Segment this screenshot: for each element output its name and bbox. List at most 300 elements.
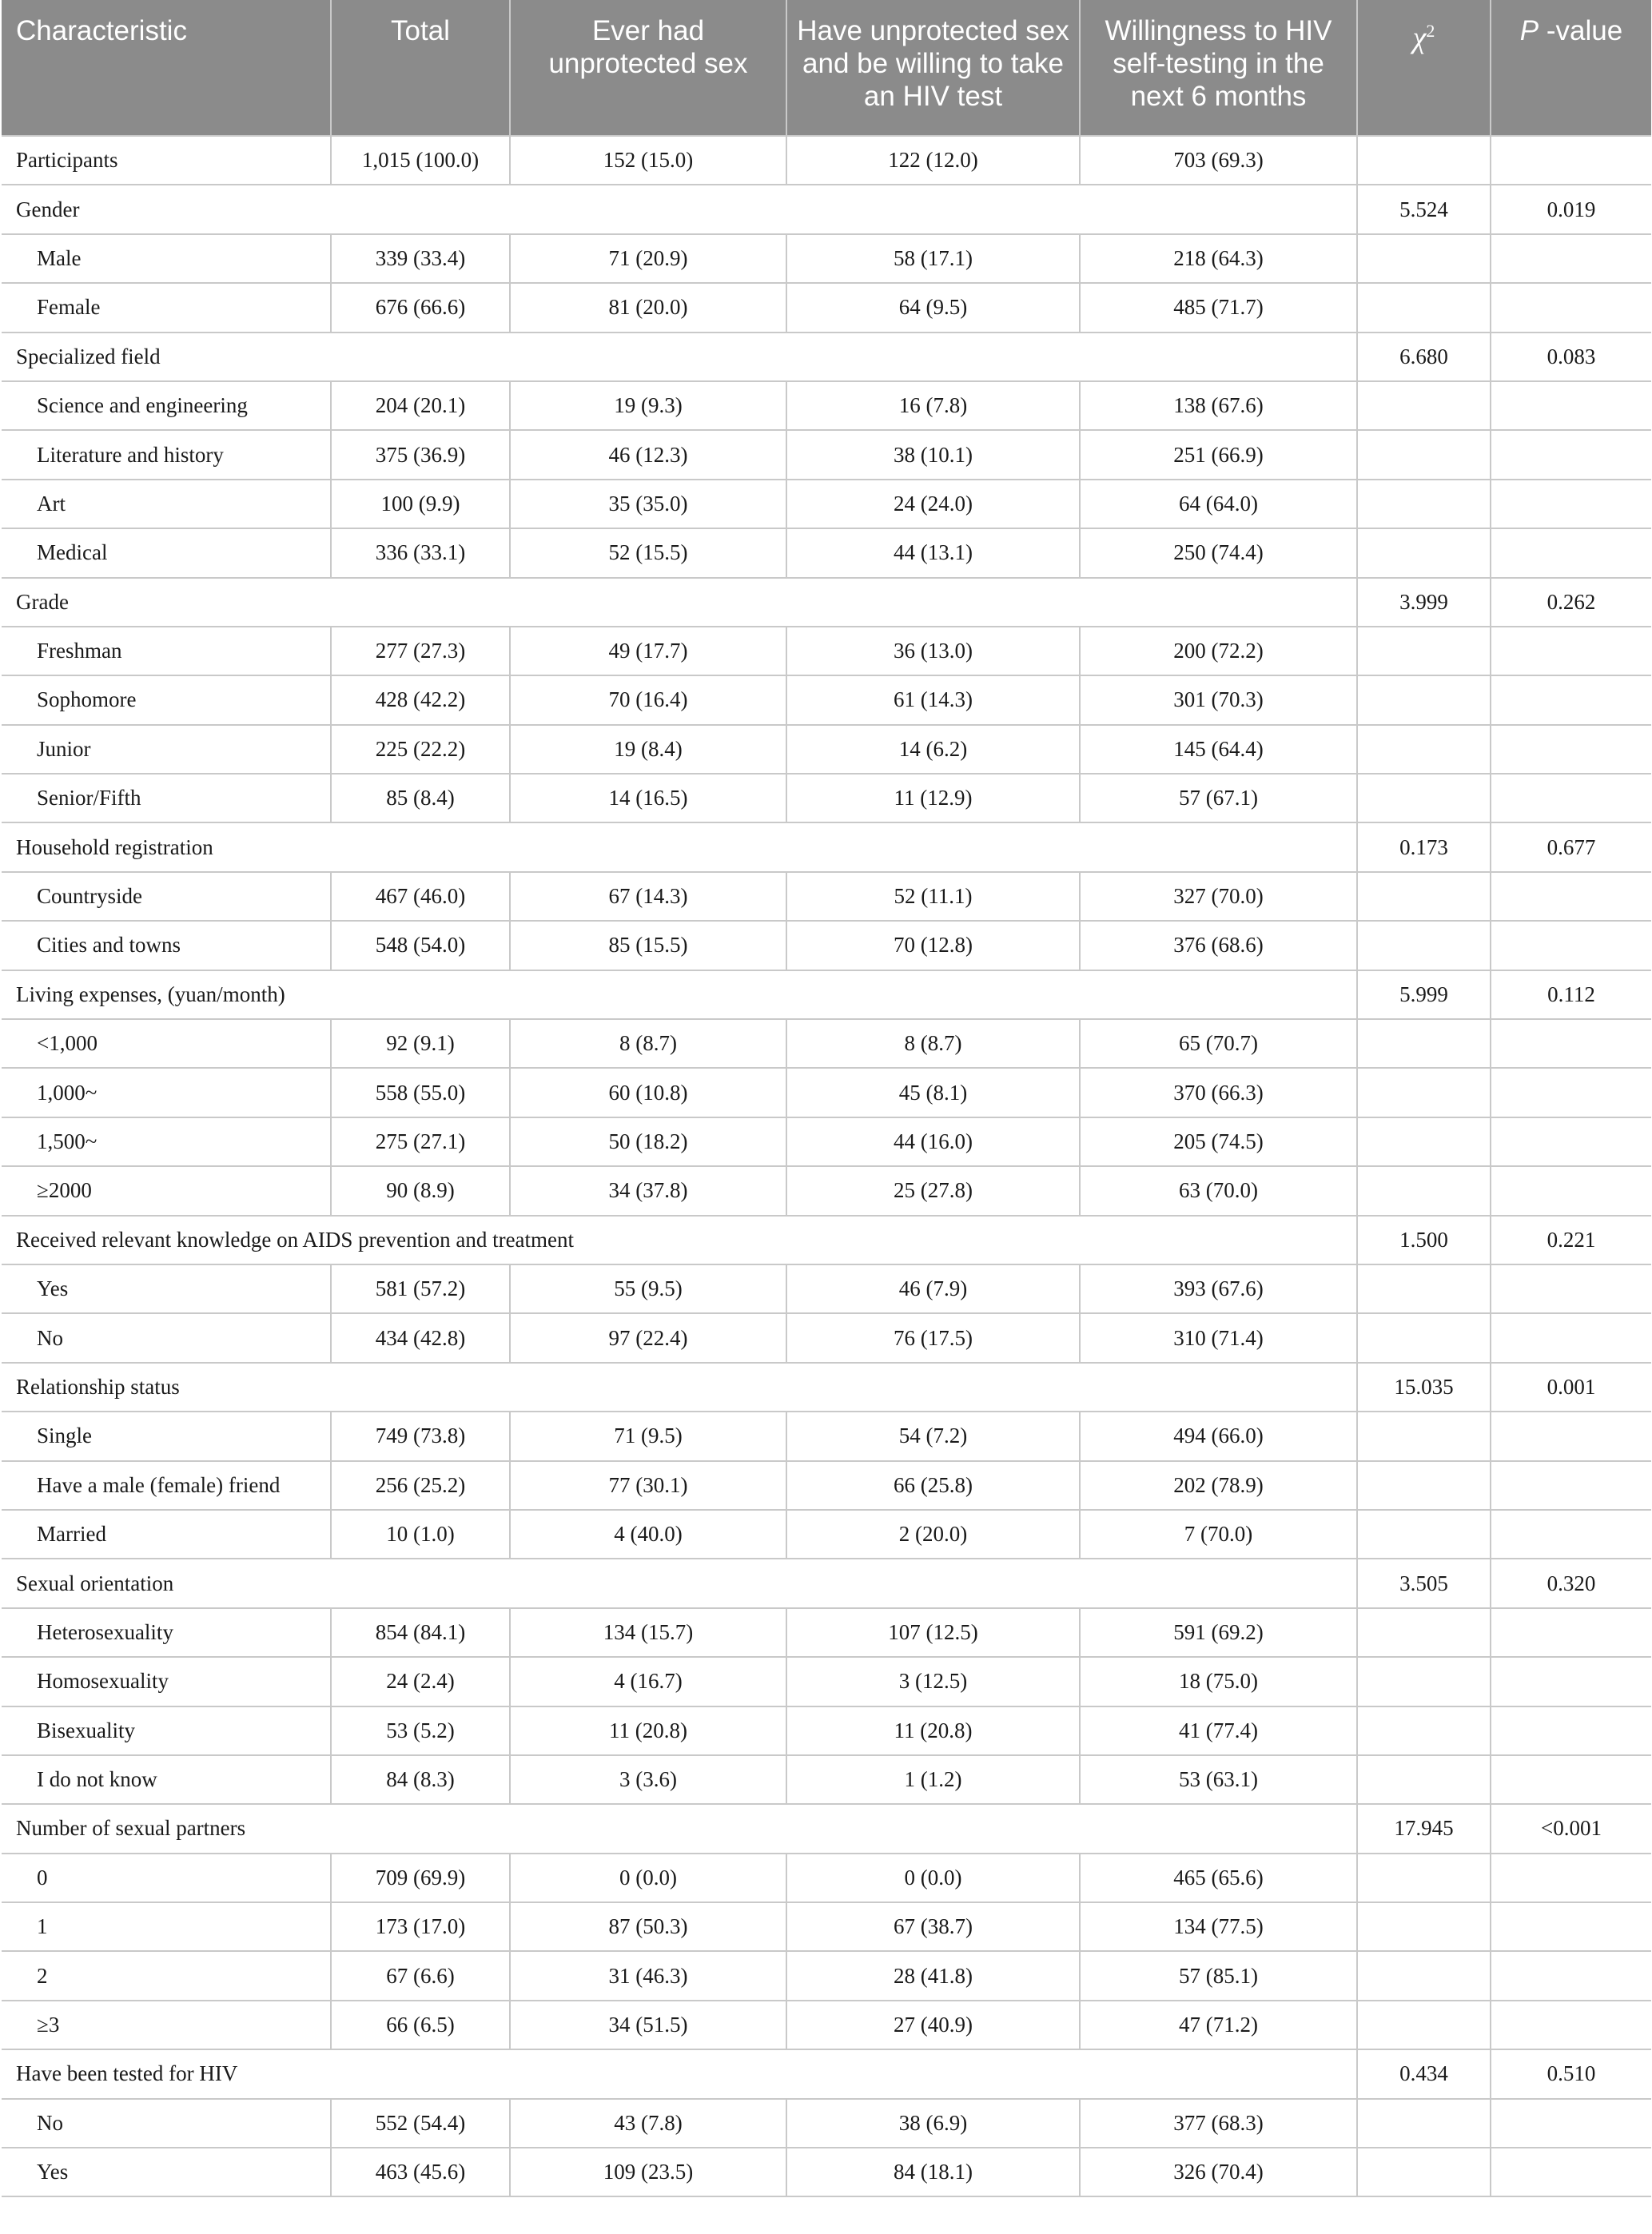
header-chi-square bbox=[1357, 0, 1491, 136]
cell-p-value bbox=[1491, 430, 1651, 479]
cell-chi-square bbox=[1357, 1706, 1491, 1755]
cell-p-value bbox=[1491, 1657, 1651, 1706]
cell-unprotected-willing: 58 (17.1) bbox=[786, 234, 1080, 283]
category-header-row bbox=[2, 822, 1651, 871]
cell-willingness: 376 (68.6) bbox=[1080, 921, 1357, 970]
table-row bbox=[2, 1313, 1651, 1362]
cell-total: 66 (6.5) bbox=[331, 2001, 510, 2049]
p-letter: P bbox=[1519, 15, 1539, 46]
cell-ever-unprotected: 11 (20.8) bbox=[510, 1706, 786, 1755]
row-label: Sophomore bbox=[2, 675, 331, 724]
cell-ever-unprotected: 134 (15.7) bbox=[510, 1608, 786, 1657]
cell-unprotected-willing: 27 (40.9) bbox=[786, 2001, 1080, 2049]
category-header-row bbox=[2, 2049, 1651, 2098]
cell-unprotected-willing: 67 (38.7) bbox=[786, 1902, 1080, 1951]
cell-total: 84 (8.3) bbox=[331, 1755, 510, 1804]
category-label: Sexual orientation bbox=[2, 1559, 1357, 1607]
cell-ever-unprotected: 8 (8.7) bbox=[510, 1019, 786, 1068]
cell-unprotected-willing: 122 (12.0) bbox=[786, 136, 1080, 185]
cell-chi-square bbox=[1357, 1019, 1491, 1068]
table-row bbox=[2, 1608, 1651, 1657]
cell-chi-square bbox=[1357, 1510, 1491, 1559]
table-row bbox=[2, 234, 1651, 283]
cell-ever-unprotected: 34 (51.5) bbox=[510, 2001, 786, 2049]
cell-ever-unprotected: 81 (20.0) bbox=[510, 283, 786, 332]
cell-chi-square: 3.999 bbox=[1357, 578, 1491, 627]
cell-ever-unprotected: 43 (7.8) bbox=[510, 2099, 786, 2148]
row-label: Single bbox=[2, 1412, 331, 1460]
category-header-row bbox=[2, 1363, 1651, 1412]
cell-p-value bbox=[1491, 528, 1651, 577]
cell-p-value bbox=[1491, 1461, 1651, 1510]
category-label: Grade bbox=[2, 578, 1357, 627]
row-label: <1,000 bbox=[2, 1019, 331, 1068]
cell-willingness: 63 (70.0) bbox=[1080, 1166, 1357, 1215]
cell-chi-square bbox=[1357, 381, 1491, 430]
cell-total: 854 (84.1) bbox=[331, 1608, 510, 1657]
table-row bbox=[2, 1166, 1651, 1215]
cell-willingness: 591 (69.2) bbox=[1080, 1608, 1357, 1657]
cell-chi-square bbox=[1357, 430, 1491, 479]
cell-ever-unprotected: 55 (9.5) bbox=[510, 1264, 786, 1313]
cell-chi-square bbox=[1357, 1264, 1491, 1313]
cell-willingness: 18 (75.0) bbox=[1080, 1657, 1357, 1706]
row-label: Male bbox=[2, 234, 331, 283]
cell-p-value bbox=[1491, 2099, 1651, 2148]
cell-unprotected-willing: 64 (9.5) bbox=[786, 283, 1080, 332]
cell-willingness: 377 (68.3) bbox=[1080, 2099, 1357, 2148]
cell-total: 434 (42.8) bbox=[331, 1313, 510, 1362]
table-row bbox=[2, 774, 1651, 822]
table-row bbox=[2, 430, 1651, 479]
table-row bbox=[2, 1951, 1651, 2000]
category-label: Living expenses, (yuan/month) bbox=[2, 970, 1357, 1019]
cell-ever-unprotected: 71 (20.9) bbox=[510, 234, 786, 283]
cell-total: 339 (33.4) bbox=[331, 234, 510, 283]
cell-ever-unprotected: 109 (23.5) bbox=[510, 2148, 786, 2196]
cell-total: 428 (42.2) bbox=[331, 675, 510, 724]
table-row bbox=[2, 1019, 1651, 1068]
cell-unprotected-willing: 52 (11.1) bbox=[786, 872, 1080, 921]
cell-chi-square: 17.945 bbox=[1357, 1804, 1491, 1853]
row-label: ≥3 bbox=[2, 2001, 331, 2049]
cell-total: 375 (36.9) bbox=[331, 430, 510, 479]
cell-ever-unprotected: 60 (10.8) bbox=[510, 1068, 786, 1117]
cell-p-value bbox=[1491, 480, 1651, 528]
row-label: Heterosexuality bbox=[2, 1608, 331, 1657]
table-row bbox=[2, 480, 1651, 528]
cell-p-value bbox=[1491, 1412, 1651, 1460]
row-label: Freshman bbox=[2, 627, 331, 675]
cell-chi-square: 0.173 bbox=[1357, 822, 1491, 871]
cell-unprotected-willing: 76 (17.5) bbox=[786, 1313, 1080, 1362]
cell-willingness: 250 (74.4) bbox=[1080, 528, 1357, 577]
cell-p-value bbox=[1491, 774, 1651, 822]
category-label: Specialized field bbox=[2, 333, 1357, 381]
cell-total: 709 (69.9) bbox=[331, 1854, 510, 1902]
row-label: Cities and towns bbox=[2, 921, 331, 970]
table-row bbox=[2, 872, 1651, 921]
cell-chi-square bbox=[1357, 675, 1491, 724]
row-label: I do not know bbox=[2, 1755, 331, 1804]
table-container bbox=[2, 0, 1651, 2197]
row-label: Medical bbox=[2, 528, 331, 577]
cell-willingness: 485 (71.7) bbox=[1080, 283, 1357, 332]
cell-ever-unprotected: 87 (50.3) bbox=[510, 1902, 786, 1951]
cell-chi-square bbox=[1357, 1657, 1491, 1706]
table-header bbox=[2, 0, 1651, 136]
cell-p-value: <0.001 bbox=[1491, 1804, 1651, 1853]
cell-p-value: 0.677 bbox=[1491, 822, 1651, 871]
cell-unprotected-willing: 3 (12.5) bbox=[786, 1657, 1080, 1706]
cell-p-value: 0.320 bbox=[1491, 1559, 1651, 1607]
cell-total: 67 (6.6) bbox=[331, 1951, 510, 2000]
cell-chi-square bbox=[1357, 2001, 1491, 2049]
category-label: Relationship status bbox=[2, 1363, 1357, 1412]
cell-p-value bbox=[1491, 1166, 1651, 1215]
category-header-row bbox=[2, 1804, 1651, 1853]
table-row bbox=[2, 1117, 1651, 1166]
cell-willingness: 200 (72.2) bbox=[1080, 627, 1357, 675]
cell-unprotected-willing: 36 (13.0) bbox=[786, 627, 1080, 675]
cell-p-value bbox=[1491, 1313, 1651, 1362]
cell-total: 173 (17.0) bbox=[331, 1902, 510, 1951]
cell-p-value bbox=[1491, 1854, 1651, 1902]
cell-chi-square bbox=[1357, 1854, 1491, 1902]
cell-total: 225 (22.2) bbox=[331, 725, 510, 774]
row-label: Literature and history bbox=[2, 430, 331, 479]
chi-symbol: χ bbox=[1412, 21, 1427, 55]
cell-total: 10 (1.0) bbox=[331, 1510, 510, 1559]
cell-total: 581 (57.2) bbox=[331, 1264, 510, 1313]
cell-chi-square: 1.500 bbox=[1357, 1216, 1491, 1264]
row-label: No bbox=[2, 1313, 331, 1362]
table-row bbox=[2, 1854, 1651, 1902]
cell-unprotected-willing: 70 (12.8) bbox=[786, 921, 1080, 970]
cell-unprotected-willing: 28 (41.8) bbox=[786, 1951, 1080, 2000]
cell-chi-square bbox=[1357, 1166, 1491, 1215]
cell-willingness: 53 (63.1) bbox=[1080, 1755, 1357, 1804]
cell-ever-unprotected: 3 (3.6) bbox=[510, 1755, 786, 1804]
cell-p-value bbox=[1491, 675, 1651, 724]
table-row bbox=[2, 283, 1651, 332]
cell-p-value bbox=[1491, 136, 1651, 185]
table-row bbox=[2, 1412, 1651, 1460]
cell-willingness: 327 (70.0) bbox=[1080, 872, 1357, 921]
header-characteristic: Characteristic bbox=[2, 0, 331, 136]
cell-p-value: 0.112 bbox=[1491, 970, 1651, 1019]
cell-willingness: 65 (70.7) bbox=[1080, 1019, 1357, 1068]
cell-total: 749 (73.8) bbox=[331, 1412, 510, 1460]
row-label: No bbox=[2, 2099, 331, 2148]
row-label: ≥2000 bbox=[2, 1166, 331, 1215]
cell-ever-unprotected: 19 (8.4) bbox=[510, 725, 786, 774]
cell-chi-square bbox=[1357, 872, 1491, 921]
cell-chi-square bbox=[1357, 1902, 1491, 1951]
cell-p-value: 0.262 bbox=[1491, 578, 1651, 627]
row-label: Junior bbox=[2, 725, 331, 774]
cell-total: 53 (5.2) bbox=[331, 1706, 510, 1755]
cell-ever-unprotected: 152 (15.0) bbox=[510, 136, 786, 185]
cell-willingness: 57 (85.1) bbox=[1080, 1951, 1357, 2000]
cell-willingness: 138 (67.6) bbox=[1080, 381, 1357, 430]
row-label: Countryside bbox=[2, 872, 331, 921]
row-label: 0 bbox=[2, 1854, 331, 1902]
header-ever-unprotected: Ever had unprotected sex bbox=[510, 0, 786, 136]
cell-unprotected-willing: 46 (7.9) bbox=[786, 1264, 1080, 1313]
cell-unprotected-willing: 25 (27.8) bbox=[786, 1166, 1080, 1215]
cell-chi-square bbox=[1357, 1313, 1491, 1362]
table-row bbox=[2, 1510, 1651, 1559]
cell-p-value bbox=[1491, 872, 1651, 921]
cell-chi-square bbox=[1357, 136, 1491, 185]
table-row bbox=[2, 1706, 1651, 1755]
row-label: 1,000~ bbox=[2, 1068, 331, 1117]
cell-chi-square bbox=[1357, 1068, 1491, 1117]
cell-willingness: 465 (65.6) bbox=[1080, 1854, 1357, 1902]
cell-unprotected-willing: 44 (16.0) bbox=[786, 1117, 1080, 1166]
cell-unprotected-willing: 44 (13.1) bbox=[786, 528, 1080, 577]
cell-p-value: 0.510 bbox=[1491, 2049, 1651, 2098]
cell-unprotected-willing: 24 (24.0) bbox=[786, 480, 1080, 528]
cell-total: 85 (8.4) bbox=[331, 774, 510, 822]
cell-chi-square: 5.524 bbox=[1357, 185, 1491, 233]
cell-p-value bbox=[1491, 1068, 1651, 1117]
cell-chi-square: 15.035 bbox=[1357, 1363, 1491, 1412]
category-header-row bbox=[2, 578, 1651, 627]
category-header-row bbox=[2, 1559, 1651, 1607]
table-row bbox=[2, 921, 1651, 970]
cell-ever-unprotected: 67 (14.3) bbox=[510, 872, 786, 921]
cell-p-value bbox=[1491, 381, 1651, 430]
cell-unprotected-willing: 1 (1.2) bbox=[786, 1755, 1080, 1804]
cell-willingness: 301 (70.3) bbox=[1080, 675, 1357, 724]
cell-chi-square bbox=[1357, 283, 1491, 332]
cell-unprotected-willing: 45 (8.1) bbox=[786, 1068, 1080, 1117]
cell-ever-unprotected: 77 (30.1) bbox=[510, 1461, 786, 1510]
cell-total: 463 (45.6) bbox=[331, 2148, 510, 2196]
row-label: Senior/Fifth bbox=[2, 774, 331, 822]
table-row bbox=[2, 381, 1651, 430]
category-label: Received relevant knowledge on AIDS prevention and treatment bbox=[2, 1216, 1357, 1264]
cell-ever-unprotected: 50 (18.2) bbox=[510, 1117, 786, 1166]
cell-p-value bbox=[1491, 283, 1651, 332]
cell-unprotected-willing: 61 (14.3) bbox=[786, 675, 1080, 724]
cell-unprotected-willing: 38 (6.9) bbox=[786, 2099, 1080, 2148]
category-header-row bbox=[2, 970, 1651, 1019]
table-row bbox=[2, 725, 1651, 774]
table-row bbox=[2, 1068, 1651, 1117]
cell-unprotected-willing: 11 (20.8) bbox=[786, 1706, 1080, 1755]
cell-total: 92 (9.1) bbox=[331, 1019, 510, 1068]
cell-p-value bbox=[1491, 1706, 1651, 1755]
cell-total: 548 (54.0) bbox=[331, 921, 510, 970]
cell-ever-unprotected: 35 (35.0) bbox=[510, 480, 786, 528]
cell-willingness: 251 (66.9) bbox=[1080, 430, 1357, 479]
cell-ever-unprotected: 71 (9.5) bbox=[510, 1412, 786, 1460]
cell-ever-unprotected: 19 (9.3) bbox=[510, 381, 786, 430]
category-label: Have been tested for HIV bbox=[2, 2049, 1357, 2098]
table-row bbox=[2, 1461, 1651, 1510]
cell-willingness: 41 (77.4) bbox=[1080, 1706, 1357, 1755]
row-label: 1 bbox=[2, 1902, 331, 1951]
cell-chi-square bbox=[1357, 480, 1491, 528]
table-row bbox=[2, 1902, 1651, 1951]
cell-unprotected-willing: 11 (12.9) bbox=[786, 774, 1080, 822]
cell-total: 275 (27.1) bbox=[331, 1117, 510, 1166]
cell-willingness: 494 (66.0) bbox=[1080, 1412, 1357, 1460]
cell-chi-square bbox=[1357, 2148, 1491, 2196]
cell-p-value bbox=[1491, 2148, 1651, 2196]
cell-p-value bbox=[1491, 1117, 1651, 1166]
cell-willingness: 202 (78.9) bbox=[1080, 1461, 1357, 1510]
cell-chi-square: 6.680 bbox=[1357, 333, 1491, 381]
cell-chi-square bbox=[1357, 725, 1491, 774]
cell-unprotected-willing: 107 (12.5) bbox=[786, 1608, 1080, 1657]
cell-ever-unprotected: 34 (37.8) bbox=[510, 1166, 786, 1215]
cell-total: 24 (2.4) bbox=[331, 1657, 510, 1706]
cell-chi-square: 0.434 bbox=[1357, 2049, 1491, 2098]
row-label: Yes bbox=[2, 1264, 331, 1313]
row-label: Homosexuality bbox=[2, 1657, 331, 1706]
row-label: Art bbox=[2, 480, 331, 528]
row-label: 1,500~ bbox=[2, 1117, 331, 1166]
row-label: Participants bbox=[2, 136, 331, 185]
cell-p-value bbox=[1491, 1264, 1651, 1313]
cell-ever-unprotected: 4 (40.0) bbox=[510, 1510, 786, 1559]
cell-willingness: 326 (70.4) bbox=[1080, 2148, 1357, 2196]
cell-p-value: 0.019 bbox=[1491, 185, 1651, 233]
cell-p-value bbox=[1491, 1755, 1651, 1804]
cell-unprotected-willing: 14 (6.2) bbox=[786, 725, 1080, 774]
row-label: Bisexuality bbox=[2, 1706, 331, 1755]
header-willingness: Willingness to HIV self-testing in the next 6 months bbox=[1080, 0, 1357, 136]
cell-p-value bbox=[1491, 725, 1651, 774]
header-p-value bbox=[1491, 0, 1651, 136]
table-row bbox=[2, 1264, 1651, 1313]
cell-p-value: 0.083 bbox=[1491, 333, 1651, 381]
p-value-suffix: -value bbox=[1539, 15, 1623, 46]
cell-willingness: 134 (77.5) bbox=[1080, 1902, 1357, 1951]
table-row bbox=[2, 627, 1651, 675]
category-header-row bbox=[2, 1216, 1651, 1264]
table-row bbox=[2, 1755, 1651, 1804]
cell-ever-unprotected: 31 (46.3) bbox=[510, 1951, 786, 2000]
cell-total: 1,015 (100.0) bbox=[331, 136, 510, 185]
cell-total: 336 (33.1) bbox=[331, 528, 510, 577]
cell-willingness: 370 (66.3) bbox=[1080, 1068, 1357, 1117]
table-row bbox=[2, 2148, 1651, 2196]
cell-p-value bbox=[1491, 1951, 1651, 2000]
row-label: Female bbox=[2, 283, 331, 332]
cell-chi-square bbox=[1357, 627, 1491, 675]
table-row bbox=[2, 2001, 1651, 2049]
cell-ever-unprotected: 49 (17.7) bbox=[510, 627, 786, 675]
cell-total: 552 (54.4) bbox=[331, 2099, 510, 2148]
cell-unprotected-willing: 2 (20.0) bbox=[786, 1510, 1080, 1559]
cell-chi-square bbox=[1357, 2099, 1491, 2148]
table-body bbox=[2, 136, 1651, 2196]
row-label: Married bbox=[2, 1510, 331, 1559]
cell-p-value bbox=[1491, 627, 1651, 675]
chi-superscript: 2 bbox=[1426, 21, 1435, 41]
table-row bbox=[2, 675, 1651, 724]
cell-chi-square bbox=[1357, 528, 1491, 577]
cell-unprotected-willing: 0 (0.0) bbox=[786, 1854, 1080, 1902]
cell-ever-unprotected: 85 (15.5) bbox=[510, 921, 786, 970]
cell-chi-square bbox=[1357, 921, 1491, 970]
cell-p-value bbox=[1491, 1019, 1651, 1068]
row-label: Yes bbox=[2, 2148, 331, 2196]
cell-chi-square bbox=[1357, 1755, 1491, 1804]
cell-total: 467 (46.0) bbox=[331, 872, 510, 921]
category-header-row bbox=[2, 185, 1651, 233]
cell-p-value bbox=[1491, 1510, 1651, 1559]
characteristics-table bbox=[2, 0, 1651, 2197]
row-label: Science and engineering bbox=[2, 381, 331, 430]
cell-willingness: 7 (70.0) bbox=[1080, 1510, 1357, 1559]
cell-willingness: 703 (69.3) bbox=[1080, 136, 1357, 185]
cell-ever-unprotected: 0 (0.0) bbox=[510, 1854, 786, 1902]
cell-chi-square bbox=[1357, 1608, 1491, 1657]
cell-unprotected-willing: 16 (7.8) bbox=[786, 381, 1080, 430]
cell-willingness: 145 (64.4) bbox=[1080, 725, 1357, 774]
category-label: Gender bbox=[2, 185, 1357, 233]
cell-willingness: 47 (71.2) bbox=[1080, 2001, 1357, 2049]
cell-total: 256 (25.2) bbox=[331, 1461, 510, 1510]
cell-chi-square: 3.505 bbox=[1357, 1559, 1491, 1607]
category-label: Household registration bbox=[2, 822, 1357, 871]
cell-willingness: 64 (64.0) bbox=[1080, 480, 1357, 528]
cell-ever-unprotected: 14 (16.5) bbox=[510, 774, 786, 822]
table-row bbox=[2, 2099, 1651, 2148]
row-label: 2 bbox=[2, 1951, 331, 2000]
cell-willingness: 57 (67.1) bbox=[1080, 774, 1357, 822]
cell-chi-square bbox=[1357, 1117, 1491, 1166]
cell-p-value: 0.001 bbox=[1491, 1363, 1651, 1412]
cell-chi-square bbox=[1357, 774, 1491, 822]
cell-unprotected-willing: 84 (18.1) bbox=[786, 2148, 1080, 2196]
participants-row bbox=[2, 136, 1651, 185]
cell-ever-unprotected: 97 (22.4) bbox=[510, 1313, 786, 1362]
cell-total: 558 (55.0) bbox=[331, 1068, 510, 1117]
cell-chi-square: 5.999 bbox=[1357, 970, 1491, 1019]
cell-total: 90 (8.9) bbox=[331, 1166, 510, 1215]
cell-total: 204 (20.1) bbox=[331, 381, 510, 430]
cell-p-value bbox=[1491, 1608, 1651, 1657]
cell-ever-unprotected: 4 (16.7) bbox=[510, 1657, 786, 1706]
cell-chi-square bbox=[1357, 234, 1491, 283]
cell-total: 100 (9.9) bbox=[331, 480, 510, 528]
cell-chi-square bbox=[1357, 1951, 1491, 2000]
cell-ever-unprotected: 52 (15.5) bbox=[510, 528, 786, 577]
cell-p-value bbox=[1491, 921, 1651, 970]
cell-unprotected-willing: 38 (10.1) bbox=[786, 430, 1080, 479]
header-total: Total bbox=[331, 0, 510, 136]
cell-willingness: 205 (74.5) bbox=[1080, 1117, 1357, 1166]
table-row bbox=[2, 1657, 1651, 1706]
cell-unprotected-willing: 54 (7.2) bbox=[786, 1412, 1080, 1460]
cell-willingness: 310 (71.4) bbox=[1080, 1313, 1357, 1362]
cell-p-value bbox=[1491, 2001, 1651, 2049]
category-header-row bbox=[2, 333, 1651, 381]
cell-willingness: 218 (64.3) bbox=[1080, 234, 1357, 283]
cell-total: 676 (66.6) bbox=[331, 283, 510, 332]
category-label: Number of sexual partners bbox=[2, 1804, 1357, 1853]
cell-p-value bbox=[1491, 234, 1651, 283]
cell-chi-square bbox=[1357, 1412, 1491, 1460]
cell-unprotected-willing: 66 (25.8) bbox=[786, 1461, 1080, 1510]
